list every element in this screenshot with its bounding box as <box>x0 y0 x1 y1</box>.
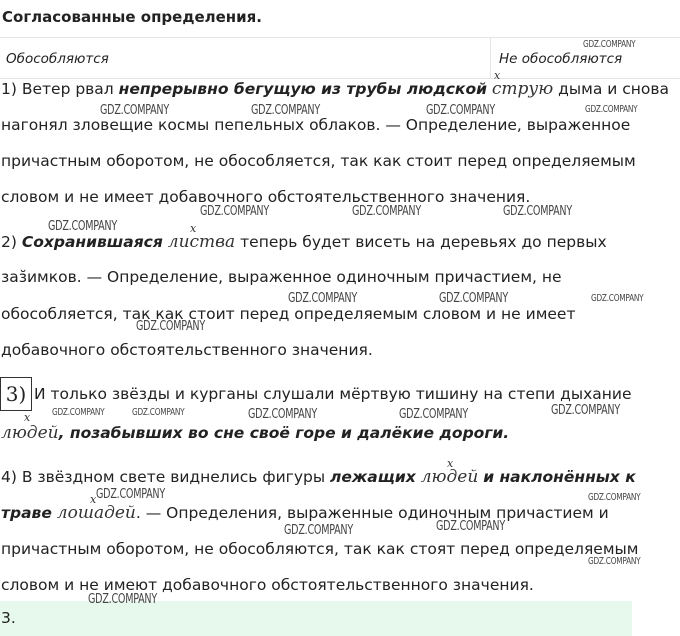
watermark: GDZ.COMPANY <box>96 487 165 502</box>
watermark: GDZ.COMPANY <box>436 519 505 534</box>
watermark: GDZ.COMPANY <box>52 407 105 418</box>
watermark: GDZ.COMPANY <box>100 103 169 118</box>
sentence-2-line-1: 2) Сохранившаяся листва теперь будет висеть на деревьях до первых <box>1 232 607 252</box>
classification-table <box>0 37 680 79</box>
sentence-3-line-1: И только звёзды и курганы слушали мёртвую тишину на степи дыхание <box>34 385 632 403</box>
defined-word: лошадей <box>56 503 136 523</box>
watermark: GDZ.COMPANY <box>588 556 641 567</box>
participle: Сохранившаяся <box>21 233 163 251</box>
watermark: GDZ.COMPANY <box>585 104 638 115</box>
participle: лежащих <box>330 468 416 486</box>
sentence-4-line-3: причастным оборотом, не обособляются, так как стоят перед определяемым <box>1 540 639 558</box>
sentence-1-line-4: словом и не имеет добавочного обстоятельственного значения. <box>1 188 531 206</box>
sentence-1-line-2: нагонял зловещие космы пепельных облаков. — Определение, выраженное <box>1 116 631 134</box>
defined-word: людей <box>1 423 59 443</box>
participial-phrase: траве <box>1 504 52 522</box>
watermark: GDZ.COMPANY <box>132 407 185 418</box>
participial-phrase: , позабывших во сне своё горе и далёкие дороги. <box>58 424 510 442</box>
watermark: GDZ.COMPANY <box>136 319 205 334</box>
defined-word: листва <box>167 232 236 252</box>
watermark: GDZ.COMPANY <box>591 293 644 304</box>
watermark: GDZ.COMPANY <box>48 219 117 234</box>
participial-phrase: непрерывно бегущую из трубы людской <box>118 80 487 98</box>
watermark: GDZ.COMPANY <box>251 103 320 118</box>
watermark: GDZ.COMPANY <box>551 403 620 418</box>
sentence-4-line-2: траве лошадей. — Определения, выраженные одиночным причастием и <box>1 503 609 523</box>
sentence-3-line-2 <box>1 423 509 443</box>
answer-text: 3. <box>1 609 16 627</box>
watermark: GDZ.COMPANY <box>588 492 641 503</box>
sentence-4-line-1: 4) В звёздном свете виднелись фигуры лежащих людей и наклонённых к <box>1 467 636 487</box>
watermark: GDZ.COMPANY <box>583 39 636 50</box>
watermark: GDZ.COMPANY <box>288 291 357 306</box>
cross-mark: x <box>190 222 197 235</box>
watermark: GDZ.COMPANY <box>399 407 468 422</box>
cross-mark: x <box>24 411 31 424</box>
watermark: GDZ.COMPANY <box>439 291 508 306</box>
cross-mark: x <box>90 493 97 506</box>
table-header-separated: Обособляются <box>6 51 109 67</box>
table-divider <box>490 38 491 78</box>
watermark: GDZ.COMPANY <box>352 204 421 219</box>
participial-phrase: и наклонённых к <box>483 468 636 486</box>
defined-word: людей <box>420 467 479 487</box>
sentence-2-line-4: добавочного обстоятельственного значения. <box>1 341 373 359</box>
watermark: GDZ.COMPANY <box>426 103 495 118</box>
cross-mark: x <box>494 69 501 82</box>
watermark: GDZ.COMPANY <box>284 523 353 538</box>
table-header-not-separated: Не обособляются <box>499 51 623 67</box>
defined-word: струю <box>491 79 554 99</box>
cross-mark: x <box>447 457 454 470</box>
sentence-1-line-3: причастным оборотом, не обособляется, так как стоит перед определяемым <box>1 152 636 170</box>
sentence-2-line-3: обособляется, так как стоит перед определяемым словом и не имеет <box>1 305 576 323</box>
watermark: GDZ.COMPANY <box>88 592 157 607</box>
watermark: GDZ.COMPANY <box>248 407 317 422</box>
sentence-4-line-4: словом и не имеют добавочного обстоятельственного значения. <box>1 576 534 594</box>
sentence-1-line-1: 1) Ветер рвал непрерывно бегущую из трубы людской струю дыма и снова <box>1 79 670 99</box>
watermark: GDZ.COMPANY <box>503 204 572 219</box>
answer-box <box>0 601 632 636</box>
task-number-box: 3) <box>0 377 32 411</box>
page-title: Согласованные определения. <box>2 8 262 26</box>
sentence-2-line-2: заз̆имков. — Определение, выраженное одиночным причастием, не <box>1 268 562 286</box>
watermark: GDZ.COMPANY <box>200 204 269 219</box>
